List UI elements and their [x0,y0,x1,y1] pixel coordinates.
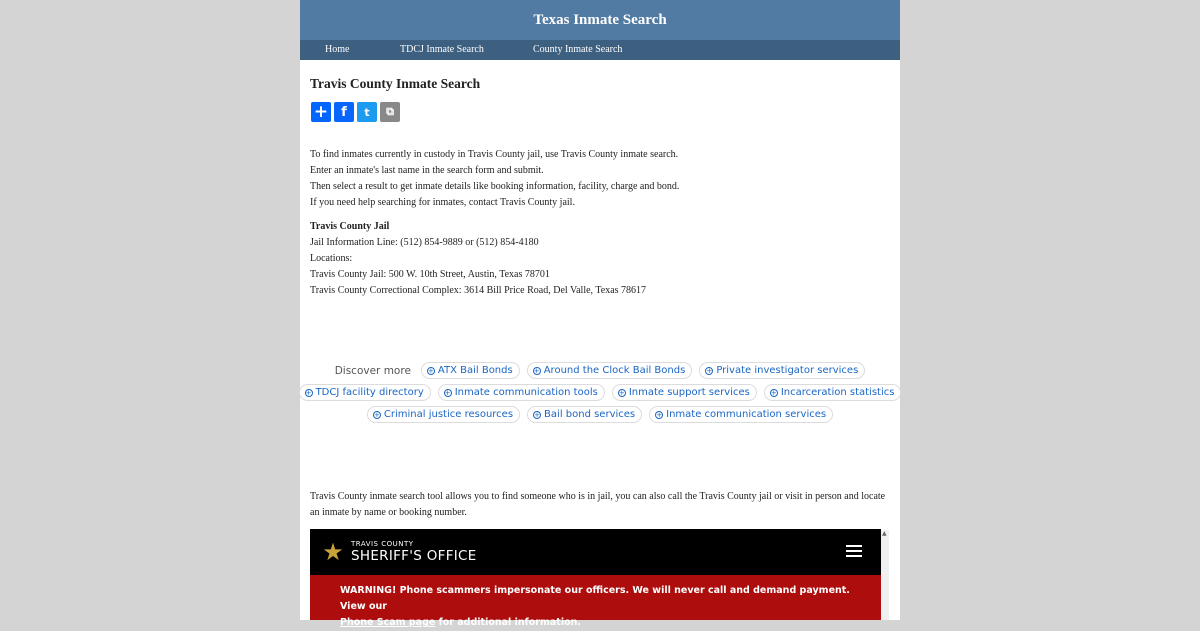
intro-text [310,147,679,211]
phone-scam-link[interactable]: Phone Scam page [340,617,436,628]
chip-plus-icon: + [534,410,540,419]
chip-plus-icon: + [305,388,312,397]
discover-chip[interactable]: + Inmate communication services [649,406,833,423]
sheriff-star-icon: ★ [322,538,344,566]
hamburger-menu-icon[interactable] [846,545,862,560]
discover-more [300,362,900,428]
chip-plus-icon: + [373,410,380,419]
page [300,0,900,628]
chip-plus-icon: + [533,366,540,375]
intro-line: Then select a result to get inmate details like booking information, facility, charge and bond. [310,181,680,192]
jail-title: Travis County Jail [310,221,390,232]
chip-plus-icon: + [618,388,625,397]
embed-scrollbar[interactable] [881,530,889,620]
discover-chip[interactable]: + Inmate communication tools [438,384,605,401]
facebook-icon[interactable]: f [334,102,354,122]
twitter-icon[interactable]: t [357,102,377,122]
intro-line: Enter an inmate's last name in the search form and submit. [310,165,544,176]
locations-label: Locations: [310,253,353,264]
chip-plus-icon: + [706,366,713,375]
location-jail: Travis County Jail: 500 W. 10th Street, Austin, Texas 78701 [310,269,550,280]
nav-tdcj-inmate-search[interactable]: TDCJ Inmate Search [400,44,484,55]
intro-line: To find inmates currently in custody in Travis County jail, use Travis County inmate search. [310,149,679,160]
embed-header [310,529,881,575]
discover-chip[interactable]: + Incarceration statistics [764,384,902,401]
discover-chip[interactable]: + Around the Clock Bail Bonds [527,362,693,379]
discover-chip[interactable]: + Criminal justice resources [367,406,520,423]
discover-chip[interactable]: + Inmate support services [612,384,757,401]
chip-plus-icon: + [427,366,434,375]
discover-chip[interactable]: + Bail bond services [527,406,642,423]
nav-county-inmate-search[interactable]: County Inmate Search [533,44,623,55]
main-nav [300,40,900,60]
discover-chip[interactable]: + Private investigator services [699,362,865,379]
intro-line: If you need help searching for inmates, contact Travis County jail. [310,197,575,208]
sheriff-website-embed[interactable] [310,529,881,628]
copy-link-icon[interactable]: ⧉ [380,102,400,122]
nav-home[interactable]: Home [325,44,350,55]
search-tool-paragraph: Travis County inmate search tool allows you to find someone who is in jail, you can also call the Travis County jail or visit in person and locate an inmate by name or booking number. [310,491,886,518]
share-buttons [311,102,400,122]
scam-warning-banner: WARNING! Phone scammers impersonate our officers. We will never call and demand payment. View our Phone Scam page for additional information. [310,575,881,620]
discover-label: Discover more [334,364,411,377]
discover-chip[interactable]: + TDCJ facility directory [299,384,431,401]
page-title: Travis County Inmate Search [310,76,481,91]
location-correctional-complex: Travis County Correctional Complex: 3614 Bill Price Road, Del Valle, Texas 78617 [310,285,647,296]
discover-chip[interactable]: + ATX Bail Bonds [421,362,520,379]
chip-plus-icon: + [656,410,663,419]
jail-info [310,219,646,299]
site-header [300,0,900,40]
jail-info-line: Jail Information Line: (512) 854-9889 or (512) 854-4180 [310,237,539,248]
site-title[interactable]: Texas Inmate Search [533,11,667,28]
share-add-icon[interactable]: + [311,102,331,122]
sheriff-logo[interactable]: TRAVIS COUNTY SHERIFF'S OFFICE [351,540,477,564]
chip-plus-icon: + [770,388,777,397]
chip-plus-icon: + [444,388,451,397]
